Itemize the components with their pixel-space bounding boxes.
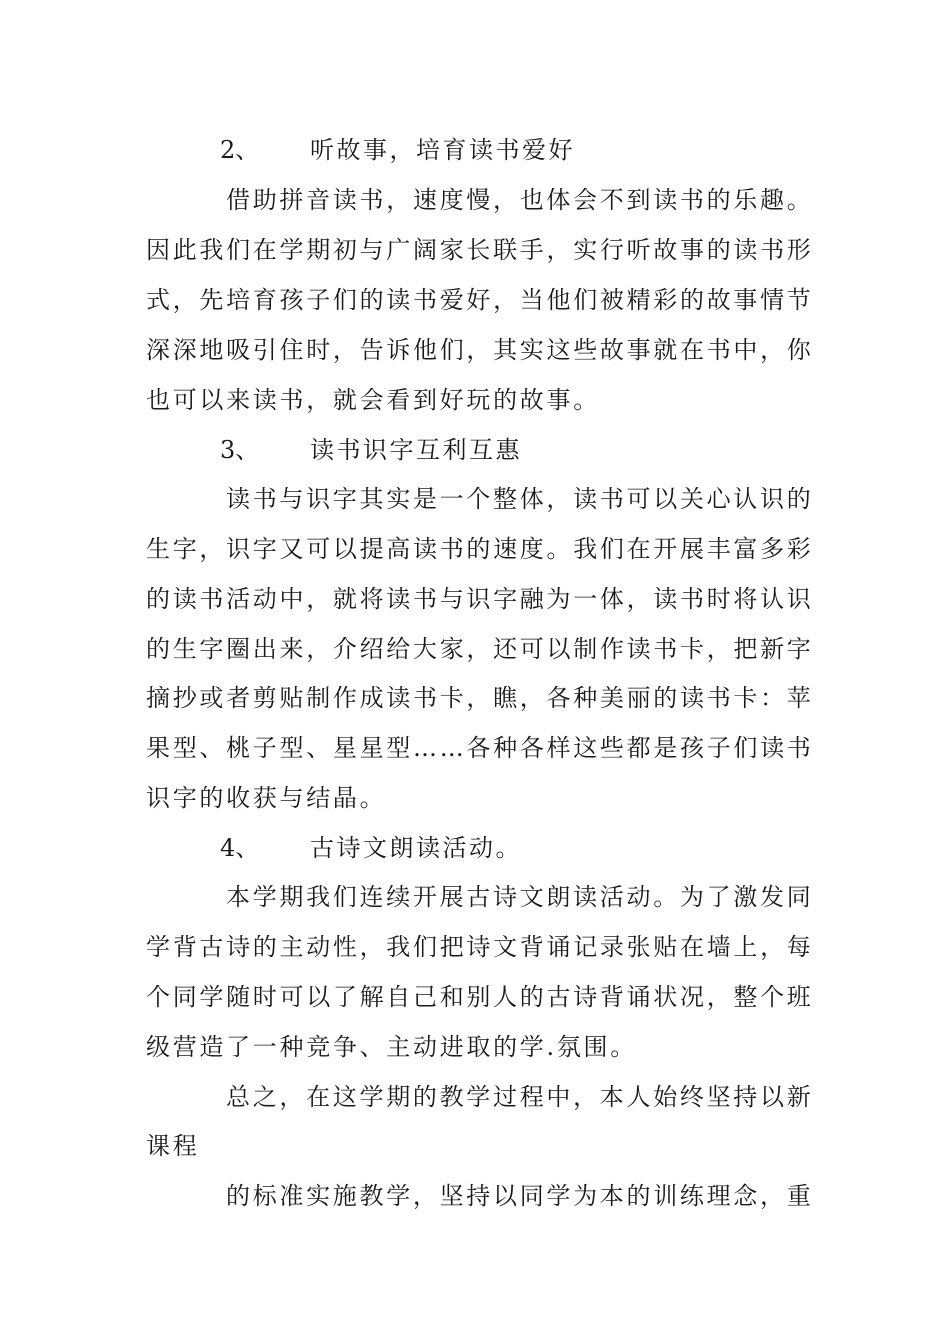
- section-2-heading: [220, 135, 575, 165]
- paragraph-line: 深深地吸引住时，告诉他们，其实这些故事就在书中，你: [146, 336, 814, 364]
- paragraph-line: 的读书活动中，就将读书与识字融为一体，读书时将认识: [146, 585, 814, 613]
- paragraph-line: 识字的收获与结晶。: [146, 784, 387, 812]
- paragraph-line: 本学期我们连续开展古诗文朗读活动。为了激发同: [226, 883, 814, 911]
- section-number: 2、: [220, 136, 260, 164]
- paragraph-line: 的生字圈出来，介绍给大家，还可以制作读书卡，把新字: [146, 635, 814, 663]
- paragraph-line: 读书与识字其实是一个整体，读书可以关心认识的: [226, 485, 814, 513]
- section-3-heading: [220, 435, 522, 465]
- paragraph-line: 级营造了一种竞争、主动进取的学.氛围。: [146, 1033, 637, 1061]
- paragraph-line: 也可以来读书，就会看到好玩的故事。: [146, 386, 600, 414]
- section-number: 4、: [220, 834, 260, 862]
- paragraph-line: 因此我们在学期初与广阔家长联手，实行听故事的读书形: [146, 236, 814, 264]
- paragraph-line: 生字，识字又可以提高读书的速度。我们在开展丰富多彩: [146, 535, 814, 563]
- paragraph-line: 果型、桃子型、星星型……各种各样这些都是孩子们读书: [146, 734, 814, 762]
- paragraph-line: 式，先培育孩子们的读书爱好，当他们被精彩的故事情节: [146, 286, 814, 314]
- section-title: 读书识字互利互惠: [310, 436, 522, 464]
- paragraph-line: 课程: [146, 1132, 200, 1160]
- paragraph-line: 个同学随时可以了解自己和别人的古诗背诵状况，整个班: [146, 983, 814, 1011]
- section-number: 3、: [220, 436, 260, 464]
- paragraph-line: 的标准实施教学，坚持以同学为本的训练理念，重: [226, 1182, 814, 1210]
- section-title: 古诗文朗读活动。: [310, 834, 522, 862]
- paragraph-line: 总之，在这学期的教学过程中，本人始终坚持以新: [226, 1083, 814, 1111]
- paragraph-line: 借助拼音读书，速度慢，也体会不到读书的乐趣。: [226, 186, 814, 214]
- section-title: 听故事，培育读书爱好: [310, 136, 575, 164]
- paragraph-line: 摘抄或者剪贴制作成读书卡，瞧，各种美丽的读书卡：苹: [146, 684, 814, 712]
- paragraph-line: 学背古诗的主动性，我们把诗文背诵记录张贴在墙上，每: [146, 933, 814, 961]
- section-4-heading: [220, 833, 522, 863]
